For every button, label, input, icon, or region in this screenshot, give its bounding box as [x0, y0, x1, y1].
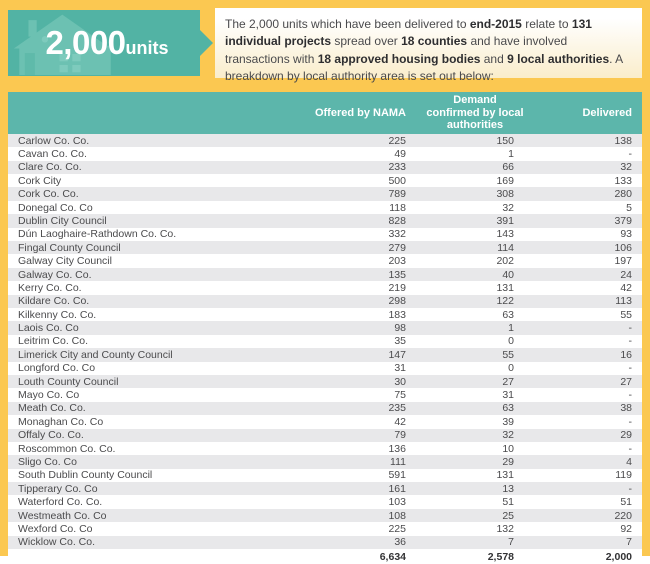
table-row	[8, 174, 642, 187]
demand-value: 1	[416, 147, 524, 160]
authority-name: Wexford Co. Co	[8, 522, 276, 535]
table-row	[8, 442, 642, 455]
column-header-offered: Offered by NAMA	[276, 92, 416, 134]
demand-value: 7	[416, 536, 524, 549]
authority-name: Leitrim Co. Co.	[8, 335, 276, 348]
offered-value: 233	[276, 161, 416, 174]
offered-value: 30	[276, 375, 416, 388]
table-row	[8, 161, 642, 174]
offered-value: 500	[276, 174, 416, 187]
authority-name: Tipperary Co. Co	[8, 482, 276, 495]
authority-name: Galway Co. Co.	[8, 268, 276, 281]
offered-value: 135	[276, 268, 416, 281]
header-row	[8, 92, 642, 134]
breakdown-table	[8, 92, 642, 564]
table-row	[8, 268, 642, 281]
table-row	[8, 134, 642, 147]
offered-value: 103	[276, 495, 416, 508]
banner	[8, 8, 642, 83]
authority-name: Waterford Co. Co.	[8, 495, 276, 508]
demand-value: 10	[416, 442, 524, 455]
demand-value: 114	[416, 241, 524, 254]
table-row	[8, 241, 642, 254]
delivered-value: 119	[524, 469, 642, 482]
table-row	[8, 362, 642, 375]
offered-value: 31	[276, 362, 416, 375]
table-row	[8, 348, 642, 361]
authority-name: Monaghan Co. Co	[8, 415, 276, 428]
offered-value: 225	[276, 522, 416, 535]
table-row	[8, 415, 642, 428]
table-row	[8, 228, 642, 241]
table-row	[8, 388, 642, 401]
offered-value: 75	[276, 388, 416, 401]
table-row	[8, 214, 642, 227]
offered-value: 591	[276, 469, 416, 482]
authority-name: Dublin City Council	[8, 214, 276, 227]
table-row	[8, 147, 642, 160]
delivered-value: 280	[524, 187, 642, 200]
demand-value: 143	[416, 228, 524, 241]
offered-value: 219	[276, 281, 416, 294]
intro-bold-segment: end-2015	[469, 17, 522, 31]
offered-value: 136	[276, 442, 416, 455]
delivered-value: -	[524, 362, 642, 375]
demand-value: 169	[416, 174, 524, 187]
offered-value: 42	[276, 415, 416, 428]
demand-value: 51	[416, 495, 524, 508]
units-label: units	[125, 38, 169, 58]
total-delivered: 2,000	[524, 549, 642, 564]
table-row	[8, 469, 642, 482]
demand-value: 132	[416, 522, 524, 535]
table-row	[8, 455, 642, 468]
total-demand: 2,578	[416, 549, 524, 564]
delivered-value: -	[524, 482, 642, 495]
authority-name: Offaly Co. Co.	[8, 429, 276, 442]
intro-bold-segment: 131 individual projects	[225, 17, 592, 49]
intro-bold-segment: 9 local authorities	[507, 51, 610, 66]
offered-value: 203	[276, 254, 416, 267]
authority-name: Kerry Co. Co.	[8, 281, 276, 294]
delivered-value: 29	[524, 429, 642, 442]
authority-name: Longford Co. Co	[8, 362, 276, 375]
offered-value: 235	[276, 402, 416, 415]
intro-bold-segment: 18 counties	[401, 34, 468, 49]
demand-value: 32	[416, 201, 524, 214]
table-row	[8, 495, 642, 508]
demand-value: 131	[416, 469, 524, 482]
delivered-value: 93	[524, 228, 642, 241]
intro-segment: relate to	[521, 17, 572, 31]
offered-value: 98	[276, 321, 416, 334]
authority-name: Westmeath Co. Co	[8, 509, 276, 522]
delivered-value: 5	[524, 201, 642, 214]
delivered-value: 7	[524, 536, 642, 549]
intro-segment: The 2,000 units which have been delivered to	[225, 17, 470, 31]
table-row	[8, 281, 642, 294]
demand-value: 391	[416, 214, 524, 227]
authority-name: Donegal Co. Co	[8, 201, 276, 214]
demand-value: 55	[416, 348, 524, 361]
delivered-value: 220	[524, 509, 642, 522]
table-body	[8, 134, 642, 549]
intro-segment: and	[480, 51, 508, 66]
demand-value: 131	[416, 281, 524, 294]
delivered-value: 32	[524, 161, 642, 174]
demand-value: 63	[416, 402, 524, 415]
demand-value: 25	[416, 509, 524, 522]
table-row	[8, 295, 642, 308]
demand-value: 32	[416, 429, 524, 442]
authority-name: Galway City Council	[8, 254, 276, 267]
offered-value: 161	[276, 482, 416, 495]
table-footer	[8, 549, 642, 564]
authority-name: Meath Co. Co.	[8, 402, 276, 415]
table-row	[8, 402, 642, 415]
table-row	[8, 509, 642, 522]
intro-box	[215, 8, 642, 83]
table-row	[8, 375, 642, 388]
offered-value: 147	[276, 348, 416, 361]
offered-value: 828	[276, 214, 416, 227]
totals-row	[8, 549, 642, 564]
units-badge	[8, 10, 200, 76]
intro-bold-segment: 18 approved housing bodies	[317, 51, 481, 66]
authority-name: Kildare Co. Co.	[8, 295, 276, 308]
authority-name: Louth County Council	[8, 375, 276, 388]
delivered-value: 38	[524, 402, 642, 415]
delivered-value: 138	[524, 134, 642, 147]
table-row	[8, 522, 642, 535]
delivered-value: 379	[524, 214, 642, 227]
table-row	[8, 536, 642, 549]
delivered-value: 106	[524, 241, 642, 254]
authority-name: Cavan Co. Co.	[8, 147, 276, 160]
demand-value: 1	[416, 321, 524, 334]
demand-value: 202	[416, 254, 524, 267]
delivered-value: 133	[524, 174, 642, 187]
offered-value: 789	[276, 187, 416, 200]
offered-value: 49	[276, 147, 416, 160]
delivered-value: 92	[524, 522, 642, 535]
delivered-value: -	[524, 147, 642, 160]
offered-value: 36	[276, 536, 416, 549]
offered-value: 279	[276, 241, 416, 254]
intro-segment: and have involved transactions with	[225, 34, 568, 66]
demand-value: 150	[416, 134, 524, 147]
column-header-authority	[8, 92, 276, 134]
units-value: 2,000	[45, 24, 126, 61]
column-header-demand: Demand confirmed by local authorities	[416, 92, 524, 134]
authority-name: Mayo Co. Co	[8, 388, 276, 401]
delivered-value: 197	[524, 254, 642, 267]
demand-value: 0	[416, 362, 524, 375]
table-row	[8, 201, 642, 214]
delivered-value: 24	[524, 268, 642, 281]
delivered-value: 4	[524, 455, 642, 468]
authority-name: Dún Laoghaire-Rathdown Co. Co.	[8, 228, 276, 241]
delivered-value: 27	[524, 375, 642, 388]
delivered-value: -	[524, 415, 642, 428]
authority-name: Cork City	[8, 174, 276, 187]
demand-value: 27	[416, 375, 524, 388]
offered-value: 225	[276, 134, 416, 147]
delivered-value: 55	[524, 308, 642, 321]
offered-value: 332	[276, 228, 416, 241]
units-count	[39, 24, 168, 62]
delivered-value: 42	[524, 281, 642, 294]
delivered-value: -	[524, 442, 642, 455]
delivered-value: 113	[524, 295, 642, 308]
authority-name: Wicklow Co. Co.	[8, 536, 276, 549]
authority-name: Limerick City and County Council	[8, 348, 276, 361]
intro-segment: . A breakdown by local authority area is set out below:	[225, 51, 623, 83]
delivered-value: 16	[524, 348, 642, 361]
column-header-delivered: Delivered	[524, 92, 642, 134]
demand-value: 308	[416, 187, 524, 200]
delivered-value: -	[524, 321, 642, 334]
offered-value: 108	[276, 509, 416, 522]
demand-value: 39	[416, 415, 524, 428]
authority-name: Fingal County Council	[8, 241, 276, 254]
demand-value: 122	[416, 295, 524, 308]
offered-value: 79	[276, 429, 416, 442]
intro-text	[225, 17, 623, 83]
offered-value: 111	[276, 455, 416, 468]
table-row	[8, 321, 642, 334]
demand-value: 40	[416, 268, 524, 281]
authority-name: Clare Co. Co.	[8, 161, 276, 174]
table-row	[8, 482, 642, 495]
demand-value: 31	[416, 388, 524, 401]
demand-value: 63	[416, 308, 524, 321]
authority-name: Carlow Co. Co.	[8, 134, 276, 147]
table-row	[8, 429, 642, 442]
offered-value: 35	[276, 335, 416, 348]
offered-value: 118	[276, 201, 416, 214]
total-offered: 6,634	[276, 549, 416, 564]
demand-value: 13	[416, 482, 524, 495]
authority-name: Kilkenny Co. Co.	[8, 308, 276, 321]
delivered-value: -	[524, 335, 642, 348]
intro-segment: spread over	[331, 34, 402, 49]
authority-name: South Dublin County Council	[8, 469, 276, 482]
offered-value: 183	[276, 308, 416, 321]
demand-value: 0	[416, 335, 524, 348]
totals-label	[8, 549, 276, 564]
authority-name: Laois Co. Co	[8, 321, 276, 334]
authority-name: Sligo Co. Co	[8, 455, 276, 468]
delivered-value: 51	[524, 495, 642, 508]
table-header	[8, 92, 642, 134]
demand-value: 29	[416, 455, 524, 468]
offered-value: 298	[276, 295, 416, 308]
authority-name: Cork Co. Co.	[8, 187, 276, 200]
table-row	[8, 335, 642, 348]
table-row	[8, 187, 642, 200]
demand-value: 66	[416, 161, 524, 174]
table-row	[8, 254, 642, 267]
delivered-value: -	[524, 388, 642, 401]
table-row	[8, 308, 642, 321]
authority-name: Roscommon Co. Co.	[8, 442, 276, 455]
